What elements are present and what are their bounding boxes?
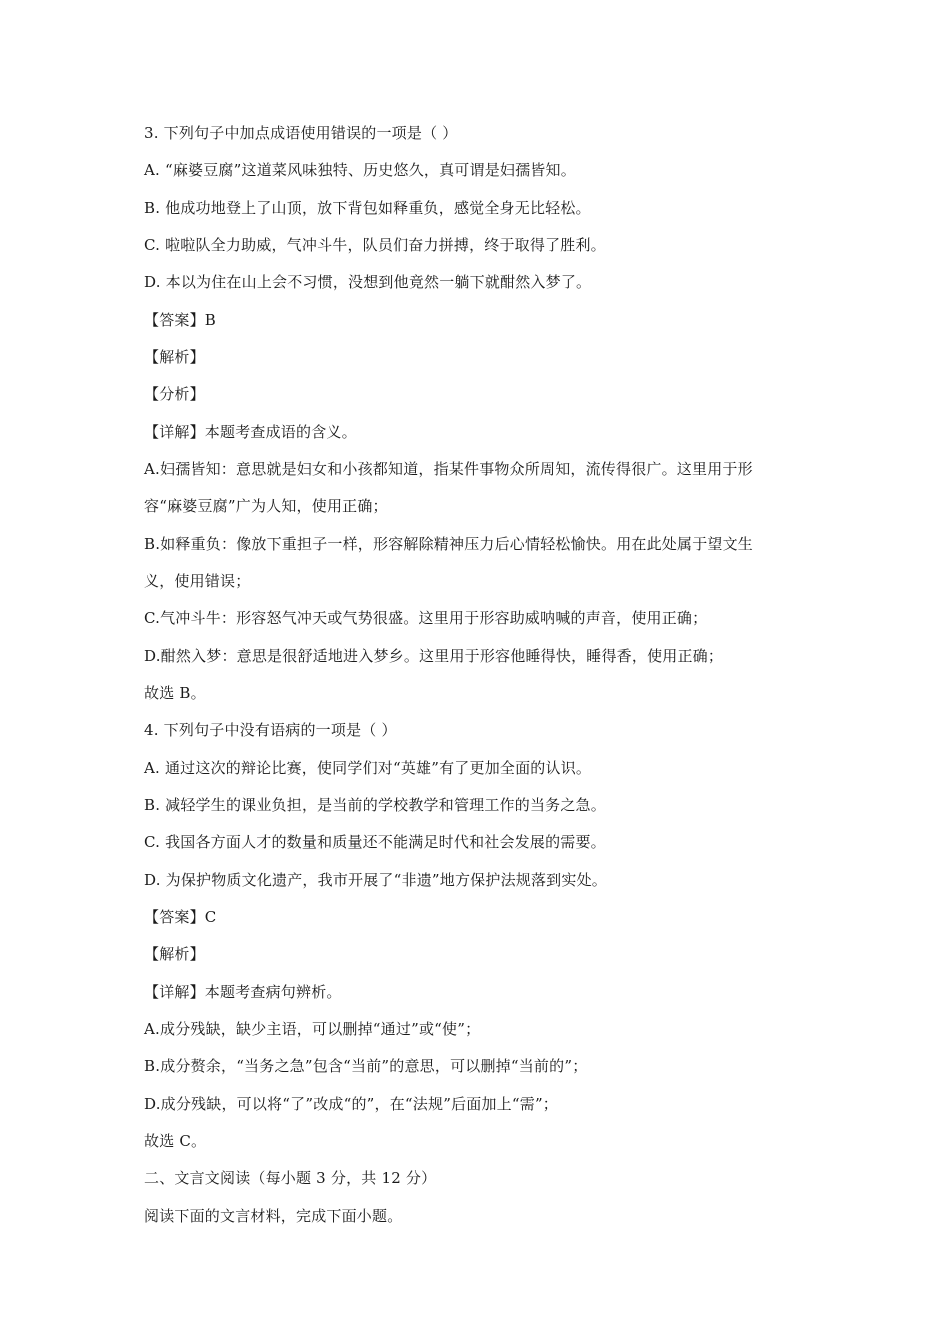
question-3-option-a: A. “麻婆豆腐”这道菜风味独特、历史悠久，真可谓是妇孺皆知。 bbox=[144, 161, 576, 179]
question-4-stem: 4. 下列句子中没有语病的一项是（ ） bbox=[144, 721, 397, 739]
question-4-option-d: D. 为保护物质文化遗产，我市开展了“非遗”地方保护法规落到实处。 bbox=[144, 871, 607, 889]
question-3-answer: 【答案】B bbox=[144, 311, 217, 329]
question-3-detail-intro: 【详解】本题考查成语的含义。 bbox=[144, 423, 357, 441]
question-3-detail-c: C.气冲斗牛：形容怒气冲天或气势很盛。这里用于形容助威呐喊的声音，使用正确； bbox=[144, 609, 708, 627]
section-2-heading: 二、文言文阅读（每小题 3 分，共 12 分） bbox=[144, 1169, 437, 1187]
question-3-detail-b-line1: B.如释重负：像放下重担子一样，形容解除精神压力后心情轻松愉快。用在此处属于望文生 bbox=[144, 535, 753, 553]
question-4-detail-a: A.成分残缺，缺少主语，可以删掉“通过”或“使”； bbox=[144, 1020, 481, 1038]
question-4-detail-d: D.成分残缺，可以将“了”改成“的”，在“法规”后面加上“需”； bbox=[144, 1095, 559, 1113]
question-3-detail-d: D.酣然入梦：意思是很舒适地进入梦乡。这里用于形容他睡得快，睡得香，使用正确； bbox=[144, 647, 724, 665]
question-4-option-a: A. 通过这次的辩论比赛，使同学们对“英雄”有了更加全面的认识。 bbox=[144, 759, 592, 777]
question-4-detail-b: B.成分赘余，“当务之急”包含“当前”的意思，可以删掉“当前的”； bbox=[144, 1057, 588, 1075]
question-4-detail-intro: 【详解】本题考查病句辨析。 bbox=[144, 983, 342, 1001]
question-4-conclusion: 故选 C。 bbox=[144, 1132, 207, 1150]
question-3-conclusion: 故选 B。 bbox=[144, 684, 206, 702]
question-3-detail-a-line1: A.妇孺皆知：意思就是妇女和小孩都知道，指某件事物众所周知，流传得很广。这里用于形 bbox=[144, 460, 753, 478]
question-4-option-c: C. 我国各方面人才的数量和质量还不能满足时代和社会发展的需要。 bbox=[144, 833, 606, 851]
question-3-detail-b-line2: 义，使用错误； bbox=[144, 572, 251, 590]
question-4-option-b: B. 减轻学生的课业负担，是当前的学校教学和管理工作的当务之急。 bbox=[144, 796, 606, 814]
section-2-instruction: 阅读下面的文言材料，完成下面小题。 bbox=[144, 1207, 403, 1225]
question-4-answer: 【答案】C bbox=[144, 908, 217, 926]
question-4-analysis-heading: 【解析】 bbox=[144, 945, 205, 963]
question-3-fenxi-heading: 【分析】 bbox=[144, 385, 205, 403]
question-3-option-d: D. 本以为住在山上会不习惯，没想到他竟然一躺下就酣然入梦了。 bbox=[144, 273, 592, 291]
question-3-stem: 3. 下列句子中加点成语使用错误的一项是（ ） bbox=[144, 124, 458, 142]
question-3-option-c: C. 啦啦队全力助威，气冲斗牛，队员们奋力拼搏，终于取得了胜利。 bbox=[144, 236, 606, 254]
question-3-analysis-heading: 【解析】 bbox=[144, 348, 205, 366]
question-3-option-b: B. 他成功地登上了山顶，放下背包如释重负，感觉全身无比轻松。 bbox=[144, 199, 591, 217]
question-3-detail-a-line2: 容“麻婆豆腐”广为人知，使用正确； bbox=[144, 497, 388, 515]
